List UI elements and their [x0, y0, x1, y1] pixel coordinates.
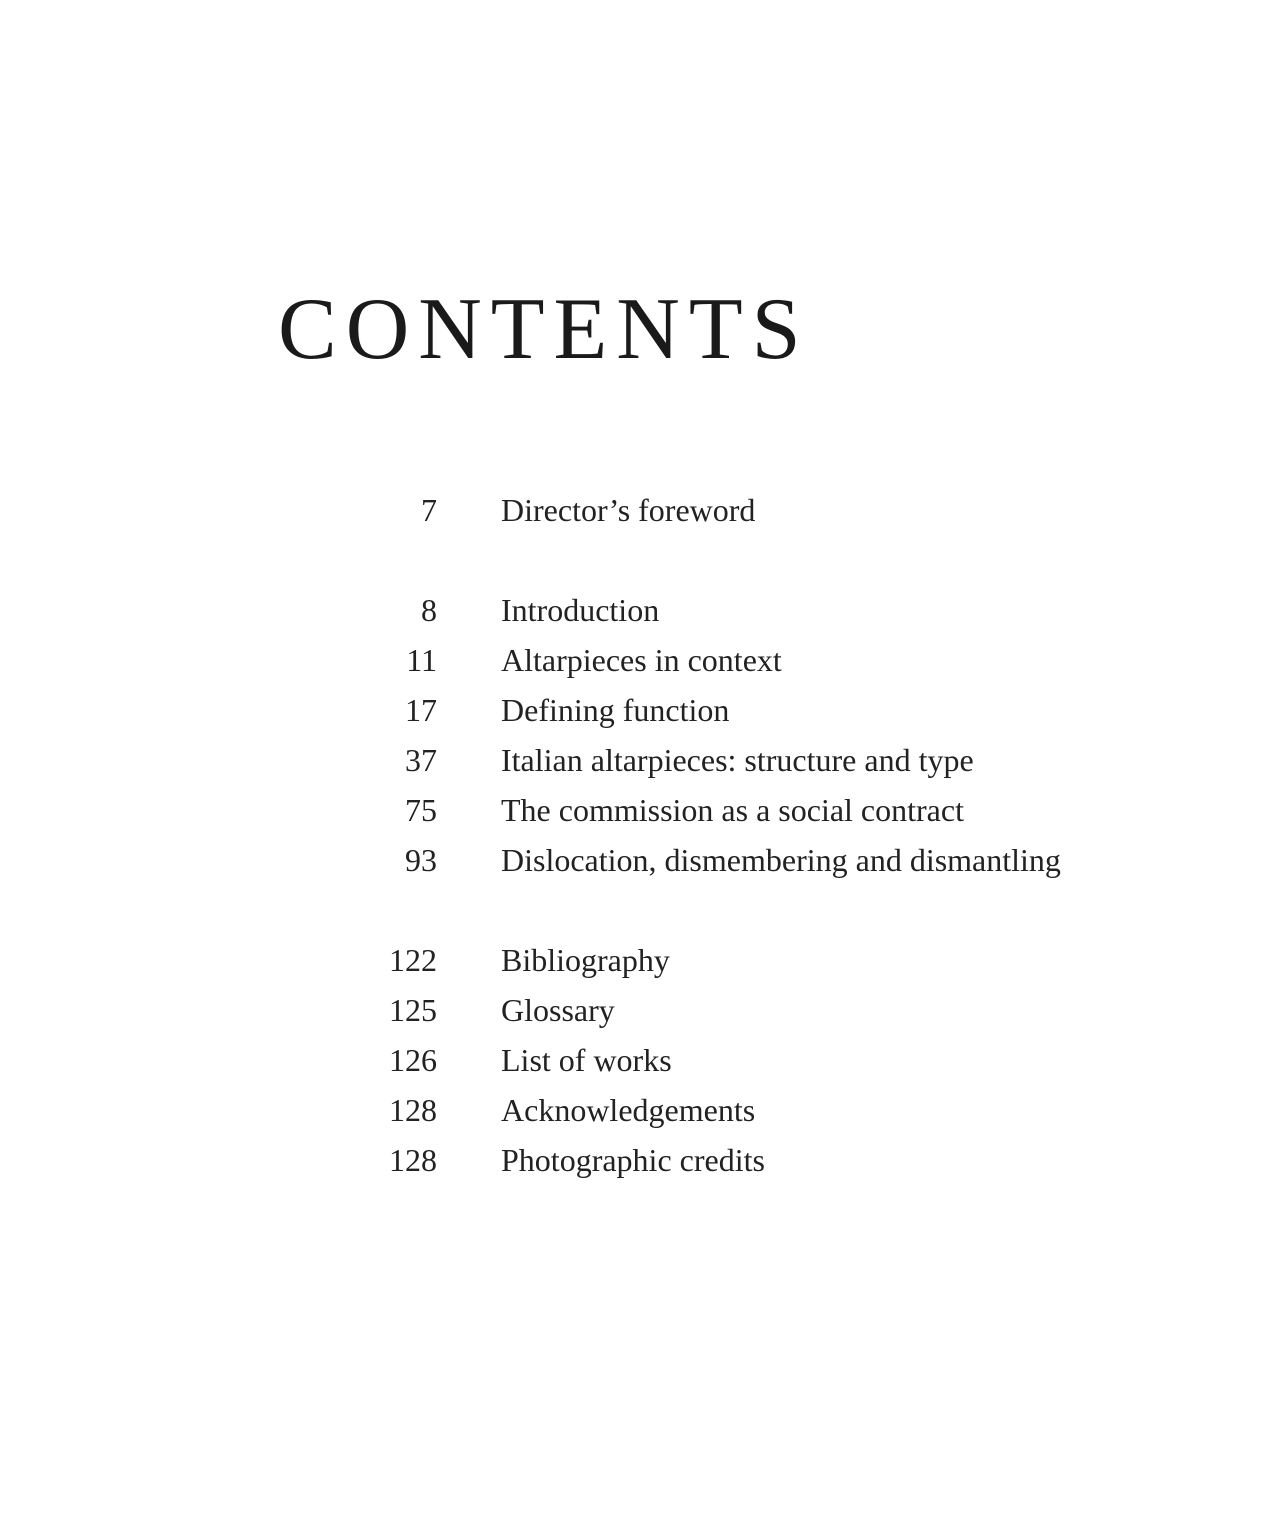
toc-entry-title: Altarpieces in context	[501, 642, 782, 678]
toc-entry[interactable]	[0, 985, 1285, 1035]
toc-page-number: 128	[389, 1142, 437, 1178]
toc-page-number: 126	[389, 1042, 437, 1078]
toc-entry-title: Bibliography	[501, 942, 670, 978]
toc-entry-title: Introduction	[501, 592, 660, 628]
toc-page-number: 125	[389, 992, 437, 1028]
toc-page-number: 7	[421, 492, 437, 528]
toc-page-number: 8	[421, 592, 437, 628]
toc-page-number: 11	[406, 642, 437, 678]
toc-entry[interactable]	[0, 735, 1285, 785]
toc-entry[interactable]	[0, 835, 1285, 885]
toc-page-number: 122	[389, 942, 437, 978]
toc-entry-title: List of works	[501, 1042, 672, 1078]
toc-entry-title: Dislocation, dismembering and dismantling	[501, 842, 1061, 878]
toc-entry[interactable]	[0, 1035, 1285, 1085]
toc-entry-title: Italian altarpieces: structure and type	[501, 742, 974, 778]
toc-entry-title: Defining function	[501, 692, 730, 728]
toc-page-number: 93	[405, 842, 437, 878]
toc-entry-title: Director’s foreword	[501, 492, 756, 528]
toc-entry-title: Glossary	[501, 992, 615, 1028]
toc-page-number: 17	[405, 692, 437, 728]
toc-entry-title: Photographic credits	[501, 1142, 765, 1178]
toc-entry[interactable]	[0, 1135, 1285, 1185]
page-title: CONTENTS	[278, 281, 810, 378]
toc-entry[interactable]	[0, 485, 1285, 535]
toc-entry[interactable]	[0, 585, 1285, 635]
toc-entry-title: Acknowledgements	[501, 1092, 756, 1128]
toc-entry-title: The commission as a social contract	[501, 792, 964, 828]
toc-entry[interactable]	[0, 935, 1285, 985]
toc-entry[interactable]	[0, 1085, 1285, 1135]
toc-page-number: 37	[405, 742, 437, 778]
toc-entry[interactable]	[0, 785, 1285, 835]
toc-entry[interactable]	[0, 635, 1285, 685]
toc-entry[interactable]	[0, 685, 1285, 735]
toc-page-number: 75	[405, 792, 437, 828]
toc-page-number: 128	[389, 1092, 437, 1128]
